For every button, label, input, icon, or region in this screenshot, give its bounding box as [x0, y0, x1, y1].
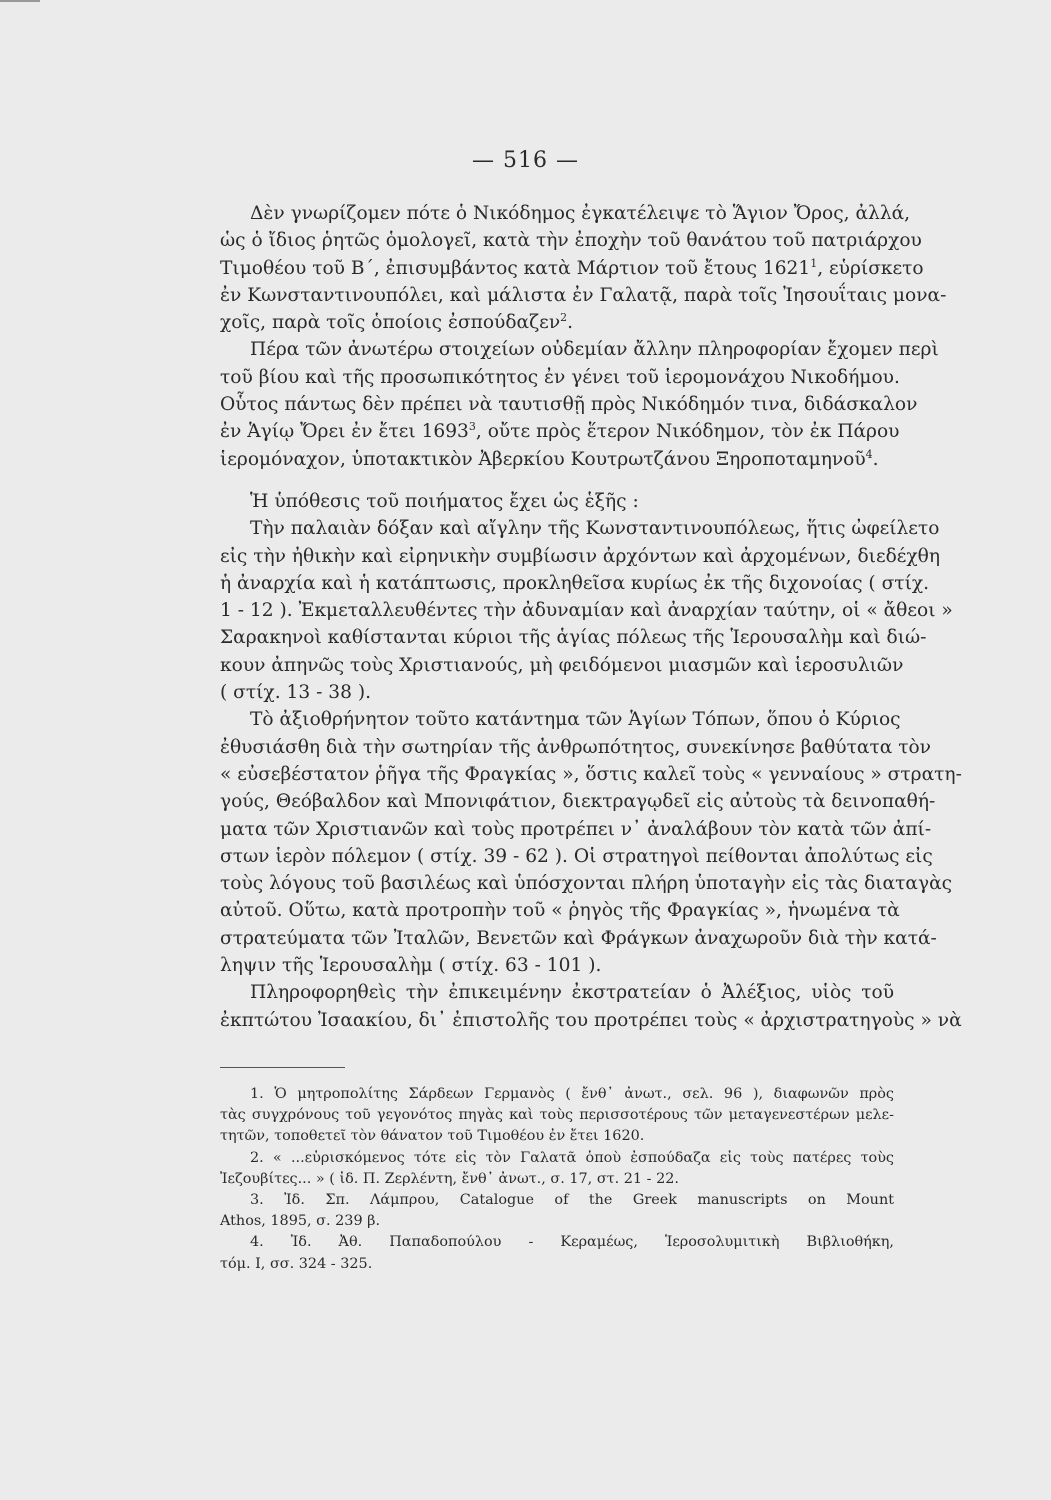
text-line [220, 543, 940, 570]
footnote-line [220, 1190, 894, 1211]
text-line [220, 952, 894, 979]
text-line [220, 446, 894, 473]
line-text: Athos, 1895, σ. 239 β. [220, 1213, 381, 1230]
line-text: Ἰεζουβίτες... » ( ἰδ. Π. Ζερλέντη, ἔνθ᾿ ἀνωτ., σ. 17, στ. 21 - 22. [220, 1170, 679, 1187]
line-text: ἐκπτώτου Ἰσαακίου, δι᾿ ἐπιστολῆς του προτρέπει τοὺς « ἀρχιστρατηγοὺς » νὰ [220, 1009, 962, 1031]
line-text: τητῶν, τοποθετεῖ τὸν θάνατον τοῦ Τιμοθέου ἐν ἔτει 1620. [220, 1128, 645, 1145]
footnote-marker: 4 [865, 447, 873, 461]
text-line [220, 282, 947, 309]
line-text: Ἡ ὑπόθεσις τοῦ ποιήματος ἔχει ὡς ἑξῆς : [250, 490, 639, 512]
text-line [220, 515, 940, 542]
line-text: Τὴν παλαιὰν δόξαν καὶ αἴγλην τῆς Κωνσταντινουπόλεως, ἥτις ὠφείλετο [250, 518, 940, 540]
line-text-continued: , οὔτε πρὸς ἕτερον Νικόδημον, τὸν ἐκ Πάρου [475, 421, 900, 443]
text-line [220, 200, 911, 227]
footnote-line [220, 1211, 894, 1232]
line-text: τοῦ βίου καὶ τῆς προσωπικότητος ἐν γένει τοῦ ἱερομονάχου Νικοδήμου. [220, 366, 900, 388]
text-line [220, 979, 894, 1006]
text-line [220, 816, 932, 843]
footnote-rule [220, 1067, 345, 1068]
text-line [220, 336, 939, 363]
text-line [220, 843, 933, 870]
line-text: Τιμοθέου τοῦ Β΄, ἐπισυμβάντος κατὰ Μάρτιον τοῦ ἔτους 1621 [220, 257, 811, 279]
line-text: ἐθυσιάσθη διὰ τὴν σωτηρίαν τῆς ἀνθρωπότητος, συνεκίνησε βαθύτατα τὸν [220, 736, 931, 758]
line-text: χοῖς, παρὰ τοῖς ὁποίοις ἐσπούδαζεν [220, 312, 561, 334]
footnote-marker: 1 [810, 256, 818, 270]
footnote-line [220, 1232, 894, 1253]
paragraph-gap [220, 473, 894, 488]
footnote-line [220, 1126, 894, 1147]
text-line [220, 391, 918, 418]
text-line [220, 897, 900, 924]
body-text [220, 200, 962, 1034]
line-text: τόμ. Ι, σσ. 324 - 325. [220, 1255, 373, 1272]
line-text: Πέρα τῶν ἀνωτέρω στοιχείων οὐδεμίαν ἄλλην πληροφορίαν ἔχομεν περὶ [250, 339, 939, 361]
line-text: τοὺς λόγους τοῦ βασιλέως καὶ ὑπόσχονται πλήρη ὑποταγὴν εἰς τὰς διαταγὰς [220, 873, 953, 895]
text-line [220, 418, 900, 445]
line-text: ἐν Ἁγίῳ Ὄρει ἐν ἔτει 1693 [220, 421, 469, 443]
line-text: Σαρακηνοὶ καθίστανται κύριοι τῆς ἁγίας πόλεως τῆς Ἱερουσαλὴμ καὶ διώ- [220, 627, 927, 649]
line-text: 4. Ἰδ. Ἀθ. Παπαδοπούλου - Κεραμέως, Ἱεροσολυμιτικὴ Βιβλιοθήκη, [250, 1234, 894, 1251]
line-text-continued: , εὑρίσκετο [817, 257, 924, 279]
text-line [220, 1007, 962, 1034]
text-line [220, 679, 894, 706]
line-text: ἱερομόναχον, ὑποτακτικὸν Ἀβερκίου Κουτρωτζάνου Ξηροποταμηνοῦ [220, 448, 866, 470]
text-line [220, 570, 930, 597]
footnotes [220, 1084, 894, 1275]
line-text-continued: . [567, 312, 574, 334]
line-text: στων ἱερὸν πόλεμον ( στίχ. 39 - 62 ). Οἱ στρατηγοὶ πείθονται ἀπολύτως εἰς [220, 845, 933, 867]
line-text: ὡς ὁ ἴδιος ῥητῶς ὁμολογεῖ, κατὰ τὴν ἐποχὴν τοῦ θανάτου τοῦ πατριάρχου [220, 230, 922, 252]
line-text: 2. « ...εὑρισκόμενος τότε εἰς τὸν Γαλατᾶ ὁποὺ ἐσπούδαζα εἰς τοὺς πατέρες τοὺς [250, 1149, 894, 1166]
text-line [220, 925, 937, 952]
text-line [220, 309, 894, 336]
line-text: 1 - 12 ). Ἐκμεταλλευθέντες τὴν ἀδυναμίαν καὶ ἀναρχίαν ταύτην, οἱ « ἄθεοι » [220, 600, 953, 622]
footnote-line [220, 1254, 894, 1275]
line-text: γούς, Θεόβαλδον καὶ Μπονιφάτιον, διεκτραγῳδεῖ εἰς αὐτοὺς τὰ δεινοπαθή- [220, 791, 936, 813]
text-line [220, 488, 894, 515]
text-line [220, 597, 953, 624]
line-text: εἰς τὴν ἠθικὴν καὶ εἰρηνικὴν συμβίωσιν ἀρχόντων καὶ ἀρχομένων, διεδέχθη [220, 545, 940, 567]
page-edge-mark [0, 0, 40, 2]
line-text: Οὗτος πάντως δὲν πρέπει νὰ ταυτισθῇ πρὸς Νικόδημόν τινα, διδάσκαλον [220, 394, 918, 416]
text-line [220, 624, 927, 651]
text-line [220, 761, 962, 788]
line-text: Τὸ ἀξιοθρήνητον τοῦτο κατάντημα τῶν Ἁγίων Τόπων, ὅπου ὁ Κύριος [250, 709, 901, 731]
line-text: ματα τῶν Χριστιανῶν καὶ τοὺς προτρέπει ν᾿ ἀναλάβουν τὸν κατὰ τῶν ἀπί- [220, 818, 932, 840]
line-text: Δὲν γνωρίζομεν πότε ὁ Νικόδημος ἐγκατέλειψε τὸ Ἅγιον Ὄρος, ἀλλά, [250, 203, 911, 224]
line-text: κουν ἀπηνῶς τοὺς Χριστιανούς, μὴ φειδόμενοι μιασμῶν καὶ ἱεροσυλιῶν [220, 654, 904, 676]
line-text: 1. Ὁ μητροπολίτης Σάρδεων Γερμανὸς ( ἔνθ᾿ ἀνωτ., σελ. 96 ), διαφωνῶν πρὸς [250, 1086, 894, 1102]
line-text: αὐτοῦ. Οὕτω, κατὰ προτροπὴν τοῦ « ῥηγὸς τῆς Φραγκίας », ἡνωμένα τὰ [220, 900, 900, 922]
text-line [220, 706, 901, 733]
line-text: στρατεύματα τῶν Ἰταλῶν, Βενετῶν καὶ Φράγκων ἀναχωροῦν διὰ τὴν κατά- [220, 927, 937, 949]
footnote-line [220, 1105, 894, 1126]
footnote-line [220, 1084, 894, 1105]
text-line [220, 255, 924, 282]
line-text-continued: . [872, 448, 879, 470]
line-text: τὰς συγχρόνους τοῦ γεγονότος πηγὰς καὶ τοὺς περισσοτέρους τῶν μεταγενεστέρων μελε- [220, 1107, 894, 1124]
text-line [220, 364, 900, 391]
footnote-line [220, 1148, 894, 1169]
text-line [220, 788, 936, 815]
footnote-marker: 2 [560, 311, 568, 324]
footnote-marker: 3 [468, 420, 476, 434]
text-line [220, 652, 904, 679]
line-text: ληψιν τῆς Ἱερουσαλὴμ ( στίχ. 63 - 101 ). [220, 955, 602, 977]
footnote-line [220, 1169, 894, 1190]
line-text: ἡ ἀναρχία καὶ ἡ κατάπτωσις, προκληθεῖσα κυρίως ἐκ τῆς διχονοίας ( στίχ. [220, 572, 930, 594]
text-line [220, 870, 953, 897]
line-text: Πληροφορηθεὶς τὴν ἐπικειμένην ἐκστρατείαν ὁ Ἀλέξιος, υἱὸς τοῦ [250, 982, 894, 1004]
line-text: ἐν Κωνσταντινουπόλει, καὶ μάλιστα ἐν Γαλατᾷ, παρὰ τοῖς Ἰησουΐταις μονα- [220, 284, 947, 306]
line-text: ( στίχ. 13 - 38 ). [220, 682, 372, 704]
text-line [220, 734, 931, 761]
line-text: 3. Ἰδ. Σπ. Λάμπρου, Catalogue of the Greek manuscripts on Mount [250, 1191, 894, 1208]
page-number: — 516 — [472, 148, 579, 173]
text-line [220, 227, 922, 254]
line-text: « εὐσεβέστατον ῥῆγα τῆς Φραγκίας », ὅστις καλεῖ τοὺς « γενναίους » στρατη- [220, 763, 962, 785]
